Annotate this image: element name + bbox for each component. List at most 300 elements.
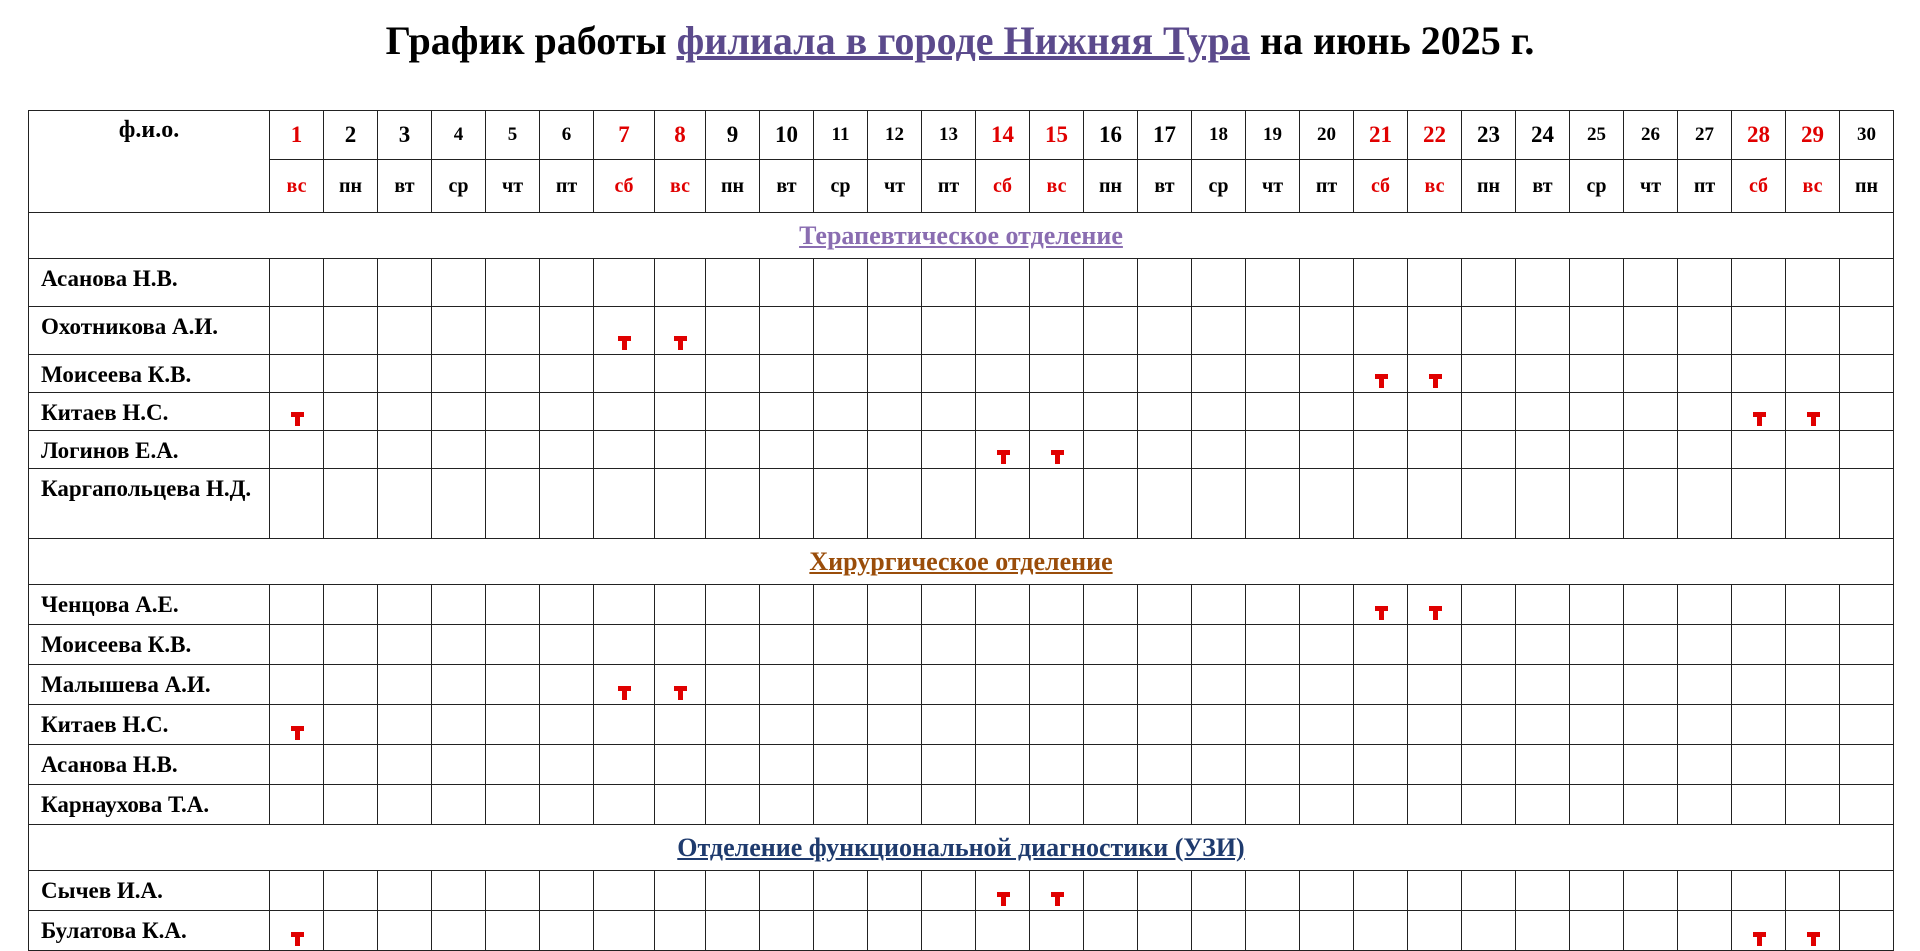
day-cell bbox=[1408, 259, 1462, 307]
day-cell bbox=[814, 785, 868, 825]
day-number-6: 6 bbox=[540, 111, 594, 160]
section-title[interactable]: Терапевтическое отделение bbox=[29, 213, 1894, 259]
day-cell bbox=[1300, 307, 1354, 355]
day-cell bbox=[1084, 355, 1138, 393]
day-cell bbox=[655, 307, 706, 355]
day-cell bbox=[1246, 307, 1300, 355]
day-cell bbox=[540, 469, 594, 539]
day-cell bbox=[270, 705, 324, 745]
day-cell bbox=[655, 431, 706, 469]
day-cell bbox=[1732, 705, 1786, 745]
day-cell bbox=[1084, 705, 1138, 745]
day-cell bbox=[760, 585, 814, 625]
work-mark-t bbox=[1753, 932, 1766, 946]
section-header-row bbox=[29, 539, 1894, 585]
work-mark-t bbox=[291, 726, 304, 740]
day-cell bbox=[1678, 625, 1732, 665]
day-cell bbox=[486, 871, 540, 911]
day-cell bbox=[1516, 307, 1570, 355]
section-header-row bbox=[29, 825, 1894, 871]
day-cell bbox=[594, 307, 655, 355]
day-cell bbox=[1408, 665, 1462, 705]
day-cell bbox=[706, 259, 760, 307]
section-title[interactable]: Хирургическое отделение bbox=[29, 539, 1894, 585]
day-cell bbox=[1030, 585, 1084, 625]
day-cell bbox=[1786, 871, 1840, 911]
day-cell bbox=[486, 745, 540, 785]
employee-row bbox=[29, 355, 1894, 393]
day-cell bbox=[760, 785, 814, 825]
day-cell bbox=[1138, 665, 1192, 705]
day-cell bbox=[540, 745, 594, 785]
day-cell bbox=[1678, 469, 1732, 539]
day-cell bbox=[1354, 745, 1408, 785]
day-cell bbox=[378, 355, 432, 393]
day-cell bbox=[1462, 393, 1516, 431]
day-number-3: 3 bbox=[378, 111, 432, 160]
day-cell bbox=[655, 625, 706, 665]
day-cell bbox=[922, 665, 976, 705]
employee-name: Китаев Н.С. bbox=[29, 393, 270, 431]
work-mark-t bbox=[1375, 606, 1388, 620]
day-cell bbox=[1840, 785, 1894, 825]
day-cell bbox=[868, 469, 922, 539]
day-cell bbox=[432, 871, 486, 911]
day-cell bbox=[432, 259, 486, 307]
day-cell bbox=[594, 393, 655, 431]
employee-row bbox=[29, 705, 1894, 745]
day-cell bbox=[432, 665, 486, 705]
day-cell bbox=[1246, 785, 1300, 825]
day-cell bbox=[1192, 307, 1246, 355]
day-cell bbox=[1462, 871, 1516, 911]
day-cell bbox=[1840, 625, 1894, 665]
day-cell bbox=[1408, 785, 1462, 825]
day-cell bbox=[655, 393, 706, 431]
day-cell bbox=[432, 393, 486, 431]
day-number-27: 27 bbox=[1678, 111, 1732, 160]
work-mark-t bbox=[1051, 450, 1064, 464]
day-cell bbox=[1678, 355, 1732, 393]
day-cell bbox=[270, 785, 324, 825]
day-cell bbox=[1624, 393, 1678, 431]
day-cell bbox=[1570, 785, 1624, 825]
page-title bbox=[0, 16, 1920, 66]
day-cell bbox=[1300, 625, 1354, 665]
day-cell bbox=[1246, 705, 1300, 745]
weekday-13: пт bbox=[922, 160, 976, 213]
day-cell bbox=[1138, 393, 1192, 431]
day-cell bbox=[1354, 393, 1408, 431]
day-cell bbox=[1678, 393, 1732, 431]
work-mark-t bbox=[1753, 412, 1766, 426]
employee-name: Моисеева К.В. bbox=[29, 625, 270, 665]
work-mark-t bbox=[618, 686, 631, 700]
day-cell bbox=[1300, 393, 1354, 431]
day-cell bbox=[324, 431, 378, 469]
day-cell bbox=[594, 745, 655, 785]
weekday-18: ср bbox=[1192, 160, 1246, 213]
day-cell bbox=[540, 665, 594, 705]
day-cell bbox=[432, 785, 486, 825]
day-cell bbox=[922, 431, 976, 469]
weekday-25: ср bbox=[1570, 160, 1624, 213]
day-cell bbox=[1138, 585, 1192, 625]
day-cell bbox=[324, 355, 378, 393]
day-cell bbox=[868, 431, 922, 469]
day-cell bbox=[1192, 393, 1246, 431]
day-cell bbox=[378, 871, 432, 911]
day-cell bbox=[1570, 307, 1624, 355]
day-cell bbox=[1030, 307, 1084, 355]
day-cell bbox=[760, 625, 814, 665]
day-cell bbox=[1786, 469, 1840, 539]
day-cell bbox=[1786, 431, 1840, 469]
day-cell bbox=[976, 705, 1030, 745]
day-cell bbox=[1084, 259, 1138, 307]
day-cell bbox=[814, 307, 868, 355]
day-cell bbox=[1408, 393, 1462, 431]
day-cell bbox=[1840, 585, 1894, 625]
day-cell bbox=[1840, 665, 1894, 705]
day-cell bbox=[976, 469, 1030, 539]
day-cell bbox=[1462, 625, 1516, 665]
day-cell bbox=[706, 431, 760, 469]
day-cell bbox=[1408, 355, 1462, 393]
day-cell bbox=[976, 871, 1030, 911]
day-number-9: 9 bbox=[706, 111, 760, 160]
employee-row bbox=[29, 745, 1894, 785]
day-cell bbox=[432, 355, 486, 393]
day-cell bbox=[814, 355, 868, 393]
day-cell bbox=[760, 705, 814, 745]
day-cell bbox=[1084, 431, 1138, 469]
day-cell bbox=[1138, 785, 1192, 825]
day-cell bbox=[1462, 355, 1516, 393]
day-cell bbox=[486, 785, 540, 825]
day-number-25: 25 bbox=[1570, 111, 1624, 160]
day-cell bbox=[1408, 745, 1462, 785]
day-cell bbox=[432, 625, 486, 665]
day-number-7: 7 bbox=[594, 111, 655, 160]
day-cell bbox=[1786, 625, 1840, 665]
day-cell bbox=[1462, 469, 1516, 539]
day-cell bbox=[655, 785, 706, 825]
day-cell bbox=[1354, 871, 1408, 911]
day-cell bbox=[1786, 355, 1840, 393]
day-cell bbox=[1192, 665, 1246, 705]
day-cell bbox=[486, 469, 540, 539]
day-cell bbox=[814, 625, 868, 665]
day-cell bbox=[1570, 469, 1624, 539]
employee-row bbox=[29, 665, 1894, 705]
day-cell bbox=[486, 393, 540, 431]
day-cell bbox=[378, 785, 432, 825]
day-number-21: 21 bbox=[1354, 111, 1408, 160]
day-cell bbox=[814, 431, 868, 469]
day-number-28: 28 bbox=[1732, 111, 1786, 160]
day-cell bbox=[1246, 431, 1300, 469]
day-number-22: 22 bbox=[1408, 111, 1462, 160]
day-cell bbox=[760, 355, 814, 393]
day-cell bbox=[432, 431, 486, 469]
work-mark-t bbox=[291, 932, 304, 946]
day-cell bbox=[655, 355, 706, 393]
day-cell bbox=[1300, 705, 1354, 745]
day-cell bbox=[1408, 705, 1462, 745]
day-cell bbox=[324, 307, 378, 355]
day-cell bbox=[1030, 355, 1084, 393]
day-cell bbox=[922, 625, 976, 665]
day-cell bbox=[1138, 355, 1192, 393]
day-number-16: 16 bbox=[1084, 111, 1138, 160]
day-cell bbox=[1354, 355, 1408, 393]
weekday-4: ср bbox=[432, 160, 486, 213]
day-cell bbox=[1300, 469, 1354, 539]
weekday-10: вт bbox=[760, 160, 814, 213]
day-cell bbox=[922, 871, 976, 911]
weekday-11: ср bbox=[814, 160, 868, 213]
day-cell bbox=[868, 393, 922, 431]
day-cell bbox=[1516, 871, 1570, 911]
day-cell bbox=[1246, 259, 1300, 307]
day-cell bbox=[1462, 785, 1516, 825]
day-cell bbox=[1624, 705, 1678, 745]
day-cell bbox=[1624, 431, 1678, 469]
day-cell bbox=[1408, 871, 1462, 911]
day-cell bbox=[976, 431, 1030, 469]
day-cell bbox=[1732, 393, 1786, 431]
day-cell bbox=[760, 393, 814, 431]
day-cell bbox=[1840, 259, 1894, 307]
weekday-30: пн bbox=[1840, 160, 1894, 213]
day-cell bbox=[1462, 745, 1516, 785]
day-cell bbox=[760, 469, 814, 539]
day-cell bbox=[486, 259, 540, 307]
day-number-24: 24 bbox=[1516, 111, 1570, 160]
employee-row bbox=[29, 871, 1894, 911]
day-cell bbox=[1354, 585, 1408, 625]
day-cell bbox=[1570, 745, 1624, 785]
day-cell bbox=[432, 745, 486, 785]
employee-name: Логинов Е.А. bbox=[29, 431, 270, 469]
day-cell bbox=[324, 665, 378, 705]
day-cell bbox=[1246, 745, 1300, 785]
day-cell bbox=[1732, 585, 1786, 625]
day-cell bbox=[976, 665, 1030, 705]
weekday-5: чт bbox=[486, 160, 540, 213]
employee-name: Карнаухова Т.А. bbox=[29, 785, 270, 825]
day-cell bbox=[324, 259, 378, 307]
day-cell bbox=[1570, 393, 1624, 431]
day-cell bbox=[706, 307, 760, 355]
day-cell bbox=[540, 705, 594, 745]
day-cell bbox=[270, 431, 324, 469]
day-cell bbox=[1138, 307, 1192, 355]
day-cell bbox=[1624, 871, 1678, 911]
employee-row bbox=[29, 785, 1894, 825]
day-cell bbox=[1570, 585, 1624, 625]
day-cell bbox=[1732, 469, 1786, 539]
work-mark-t bbox=[997, 450, 1010, 464]
day-cell bbox=[868, 705, 922, 745]
day-cell bbox=[378, 705, 432, 745]
day-cell bbox=[324, 745, 378, 785]
day-cell bbox=[1624, 625, 1678, 665]
day-number-17: 17 bbox=[1138, 111, 1192, 160]
employee-row bbox=[29, 469, 1894, 539]
day-cell bbox=[1138, 705, 1192, 745]
day-cell bbox=[760, 431, 814, 469]
day-cell bbox=[760, 871, 814, 911]
day-cell bbox=[1516, 259, 1570, 307]
day-cell bbox=[1084, 307, 1138, 355]
weekday-3: вт bbox=[378, 160, 432, 213]
weekday-16: пн bbox=[1084, 160, 1138, 213]
employee-name: Каргапольцева Н.Д. bbox=[29, 469, 270, 539]
employee-name: Ченцова А.Е. bbox=[29, 585, 270, 625]
day-cell bbox=[1624, 785, 1678, 825]
day-cell bbox=[594, 469, 655, 539]
day-cell bbox=[378, 307, 432, 355]
day-cell bbox=[1084, 665, 1138, 705]
day-cell bbox=[922, 785, 976, 825]
day-cell bbox=[814, 871, 868, 911]
day-cell bbox=[1678, 871, 1732, 911]
day-cell bbox=[270, 625, 324, 665]
day-cell bbox=[1678, 665, 1732, 705]
day-cell bbox=[1246, 625, 1300, 665]
employee-row bbox=[29, 393, 1894, 431]
day-cell bbox=[1516, 625, 1570, 665]
day-cell bbox=[1084, 785, 1138, 825]
day-cell bbox=[1516, 585, 1570, 625]
day-cell bbox=[1084, 585, 1138, 625]
day-cell bbox=[706, 585, 760, 625]
day-cell bbox=[1732, 665, 1786, 705]
day-number-20: 20 bbox=[1300, 111, 1354, 160]
day-cell bbox=[1570, 355, 1624, 393]
day-cell bbox=[1678, 705, 1732, 745]
employee-name: Сычев И.А. bbox=[29, 871, 270, 911]
day-cell bbox=[868, 745, 922, 785]
day-cell bbox=[1570, 625, 1624, 665]
day-cell bbox=[1192, 745, 1246, 785]
day-cell bbox=[1354, 469, 1408, 539]
weekday-20: пт bbox=[1300, 160, 1354, 213]
day-cell bbox=[706, 625, 760, 665]
work-mark-t bbox=[1375, 374, 1388, 388]
weekday-27: пт bbox=[1678, 160, 1732, 213]
day-cell bbox=[868, 355, 922, 393]
day-number-14: 14 bbox=[976, 111, 1030, 160]
day-cell bbox=[1516, 431, 1570, 469]
employee-row bbox=[29, 307, 1894, 355]
day-cell bbox=[922, 355, 976, 393]
day-cell bbox=[655, 259, 706, 307]
weekday-26: чт bbox=[1624, 160, 1678, 213]
employee-name: Булатова К.А. bbox=[29, 911, 270, 951]
day-cell bbox=[1570, 431, 1624, 469]
day-cell bbox=[1516, 785, 1570, 825]
day-cell bbox=[1030, 785, 1084, 825]
day-number-19: 19 bbox=[1246, 111, 1300, 160]
day-cell bbox=[1732, 871, 1786, 911]
day-cell bbox=[540, 259, 594, 307]
day-cell bbox=[706, 355, 760, 393]
day-cell bbox=[1030, 431, 1084, 469]
day-cell bbox=[1300, 259, 1354, 307]
day-cell bbox=[486, 307, 540, 355]
day-cell bbox=[1408, 625, 1462, 665]
day-cell bbox=[1030, 745, 1084, 785]
day-cell bbox=[270, 393, 324, 431]
day-cell bbox=[1462, 665, 1516, 705]
day-cell bbox=[270, 307, 324, 355]
day-cell bbox=[1786, 259, 1840, 307]
employee-name: Асанова Н.В. bbox=[29, 259, 270, 307]
day-cell bbox=[706, 745, 760, 785]
day-number-4: 4 bbox=[432, 111, 486, 160]
day-cell bbox=[1732, 745, 1786, 785]
day-cell bbox=[1138, 469, 1192, 539]
schedule-table bbox=[28, 110, 1894, 951]
day-cell bbox=[1408, 469, 1462, 539]
day-cell bbox=[594, 259, 655, 307]
day-cell bbox=[868, 307, 922, 355]
day-cell bbox=[706, 469, 760, 539]
day-cell bbox=[1570, 705, 1624, 745]
day-cell bbox=[655, 665, 706, 705]
day-cell bbox=[1030, 625, 1084, 665]
day-cell bbox=[1840, 705, 1894, 745]
day-cell bbox=[486, 625, 540, 665]
day-cell bbox=[1678, 585, 1732, 625]
day-cell bbox=[594, 705, 655, 745]
employee-row bbox=[29, 585, 1894, 625]
weekday-17: вт bbox=[1138, 160, 1192, 213]
day-cell bbox=[1300, 431, 1354, 469]
day-cell bbox=[1354, 705, 1408, 745]
weekday-24: вт bbox=[1516, 160, 1570, 213]
day-cell bbox=[1624, 585, 1678, 625]
day-cell bbox=[922, 393, 976, 431]
weekday-1: вс bbox=[270, 160, 324, 213]
day-cell bbox=[706, 705, 760, 745]
day-cell bbox=[976, 355, 1030, 393]
day-cell bbox=[1732, 355, 1786, 393]
day-cell bbox=[760, 745, 814, 785]
employee-name: Малышева А.И. bbox=[29, 665, 270, 705]
title-branch-link[interactable]: филиала в городе Нижняя Тура bbox=[676, 18, 1250, 63]
day-cell bbox=[1516, 469, 1570, 539]
employee-name: Китаев Н.С. bbox=[29, 705, 270, 745]
day-cell bbox=[868, 585, 922, 625]
day-cell bbox=[1570, 871, 1624, 911]
day-cell bbox=[1246, 665, 1300, 705]
day-cell bbox=[1840, 307, 1894, 355]
employee-name: Моисеева К.В. bbox=[29, 355, 270, 393]
work-mark-t bbox=[1051, 892, 1064, 906]
day-cell bbox=[486, 355, 540, 393]
day-cell bbox=[1030, 393, 1084, 431]
day-cell bbox=[976, 785, 1030, 825]
day-cell bbox=[1678, 259, 1732, 307]
day-cell bbox=[324, 785, 378, 825]
section-title[interactable]: Отделение функциональной диагностики (УЗИ) bbox=[29, 825, 1894, 871]
day-cell bbox=[1354, 625, 1408, 665]
day-cell bbox=[1246, 393, 1300, 431]
